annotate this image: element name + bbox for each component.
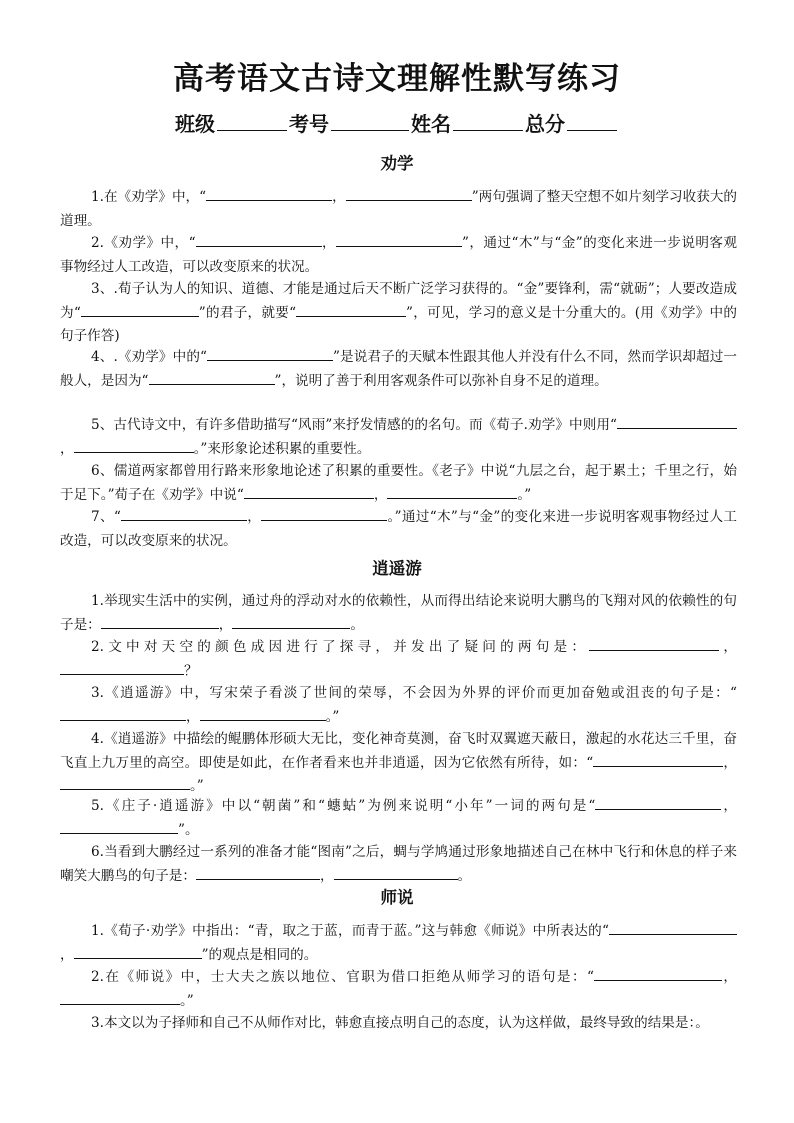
question-quanxue-6: 6、儒道两家都曾用行路来形象地论述了积累的重要性。《老子》中说“九层之台，起于累土；千里之行，始于足下。”荀子在《劝学》中说“ ， 。”	[60, 463, 737, 503]
section-heading-quanxue: 劝学	[380, 154, 414, 173]
answer-blank[interactable]	[60, 706, 186, 721]
score-blank[interactable]	[567, 110, 617, 131]
score-label: 总分	[525, 112, 565, 136]
class-label: 班级	[175, 112, 215, 136]
question-quanxue-2: 2.《劝学》中，“ ， ”，通过“木”与“金”的变化来进一步说明客观事物经过人工改造，可以改变原来的状况。	[60, 232, 737, 279]
answer-blank[interactable]	[387, 484, 517, 499]
answer-blank[interactable]	[101, 614, 219, 629]
question-xiaoyaoyou-3: 3.《逍遥游》中，写宋荣子看淡了世间的荣辱，不会因为外界的评价而更加奋勉或沮丧的句子是：“， 。”	[60, 682, 737, 729]
question-quanxue-4: 4、.《劝学》中的“ ”是说君子的天赋本性跟其他人并没有什么不同，然而学识却超过一般人，是因为“ ”，说明了善于利用客观条件可以弥补自身不足的道理。	[60, 346, 737, 393]
answer-blank[interactable]	[617, 414, 737, 429]
answer-blank[interactable]	[296, 302, 406, 317]
exam-no-blank[interactable]	[331, 110, 409, 131]
answer-blank[interactable]	[121, 506, 247, 521]
section-heading-xiaoyaoyou: 逍遥游	[372, 559, 422, 578]
question-xiaoyaoyou-4: 4.《逍遥游》中描绘的鲲鹏体形硕大无比，变化神奇莫测，奋飞时双翼遮天蔽日，激起的水花达三千里，奋飞直上九万里的高空。即使是如此，在作者看来也并非逍遥，因为它依然有所待，如：“ ，。”	[60, 731, 738, 795]
answer-blank[interactable]	[336, 232, 462, 247]
question-quanxue-7: 7、“ ， 。”通过“木”与“金”的变化来进一步说明客观事物经过人工改造，可以改变原来的状况。	[60, 506, 737, 553]
question-shishuo-1: 1.《荀子·劝学》中指出：“青，取之于蓝，而青于蓝。”这与韩愈《师说》中所表达的“， ”的观点是相同的。	[60, 920, 737, 967]
answer-blank[interactable]	[207, 346, 333, 361]
answer-blank[interactable]	[74, 944, 202, 959]
question-xiaoyaoyou-5: 5.《庄子·逍遥游》中以“朝菌”和“蟪蛄”为例来说明“小年”一词的两句是“ ，”。	[60, 795, 737, 842]
name-label: 姓名	[411, 112, 451, 136]
answer-blank[interactable]	[593, 752, 723, 767]
answer-blank[interactable]	[60, 990, 180, 1005]
question-shishuo-3: 3.本文以为子择师和自己不从师作对比，韩愈直接点明自己的态度，认为这样做，最终导致的结果是：。	[91, 1015, 709, 1031]
answer-blank[interactable]	[589, 636, 719, 651]
answer-blank[interactable]	[81, 302, 199, 317]
question-xiaoyaoyou-6: 6.当看到大鹏经过一系列的准备才能“图南”之后，蜩与学鸠通过形象地描述自己在林中飞行和休息的样子来嘲笑大鹏鸟的句子是： ， 。	[60, 844, 737, 884]
answer-blank[interactable]	[595, 795, 721, 810]
section-heading-shishuo: 师说	[380, 888, 414, 907]
class-blank[interactable]	[217, 110, 287, 131]
answer-blank[interactable]	[200, 706, 326, 721]
question-quanxue-5: 5、古代诗文中，有许多借助描写“风雨”来抒发情感的的名句。而《荀子.劝学》中则用“， 。”来形象论述积累的重要性。	[60, 414, 737, 461]
answer-blank[interactable]	[346, 186, 472, 201]
question-xiaoyaoyou-2: 2.文中对天空的颜色成因进行了探寻，并发出了疑问的两句是： ，？	[60, 636, 737, 683]
question-quanxue-3: 3、.荀子认为人的知识、道德、才能是通过后天不断广泛学习获得的。“金”要锋利，需“就砺”；人要改造成为“ ”的君子，就要“ ”，可见，学习的意义是十分重大的。(用《劝学》中的句子作答)	[60, 281, 737, 345]
page-title: 高考语文古诗文理解性默写练习	[173, 61, 621, 97]
answer-blank[interactable]	[196, 232, 322, 247]
answer-blank[interactable]	[149, 370, 275, 385]
answer-blank[interactable]	[196, 865, 320, 880]
answer-blank[interactable]	[244, 484, 374, 499]
answer-blank[interactable]	[74, 438, 194, 453]
question-xiaoyaoyou-1: 1.举现实生活中的实例，通过舟的浮动对水的依赖性，从而得出结论来说明大鹏鸟的飞翔对风的依赖性的句子是： ， 。	[60, 593, 737, 633]
student-info-line	[0, 110, 794, 138]
name-blank[interactable]	[453, 110, 523, 131]
question-quanxue-1: 1.在《劝学》中，“ ， ”两句强调了整天空想不如片刻学习收获大的道理。	[60, 186, 737, 233]
answer-blank[interactable]	[594, 966, 722, 981]
answer-blank[interactable]	[206, 186, 332, 201]
answer-blank[interactable]	[232, 614, 350, 629]
answer-blank[interactable]	[60, 775, 190, 790]
answer-blank[interactable]	[334, 865, 458, 880]
answer-blank[interactable]	[261, 506, 387, 521]
answer-blank[interactable]	[609, 920, 737, 935]
question-shishuo-2: 2.在《师说》中，士大夫之族以地位、官职为借口拒绝从师学习的语句是：“ ，。”	[60, 966, 737, 1013]
exam-no-label: 考号	[289, 112, 329, 136]
answer-blank[interactable]	[60, 819, 178, 834]
answer-blank[interactable]	[60, 660, 184, 675]
